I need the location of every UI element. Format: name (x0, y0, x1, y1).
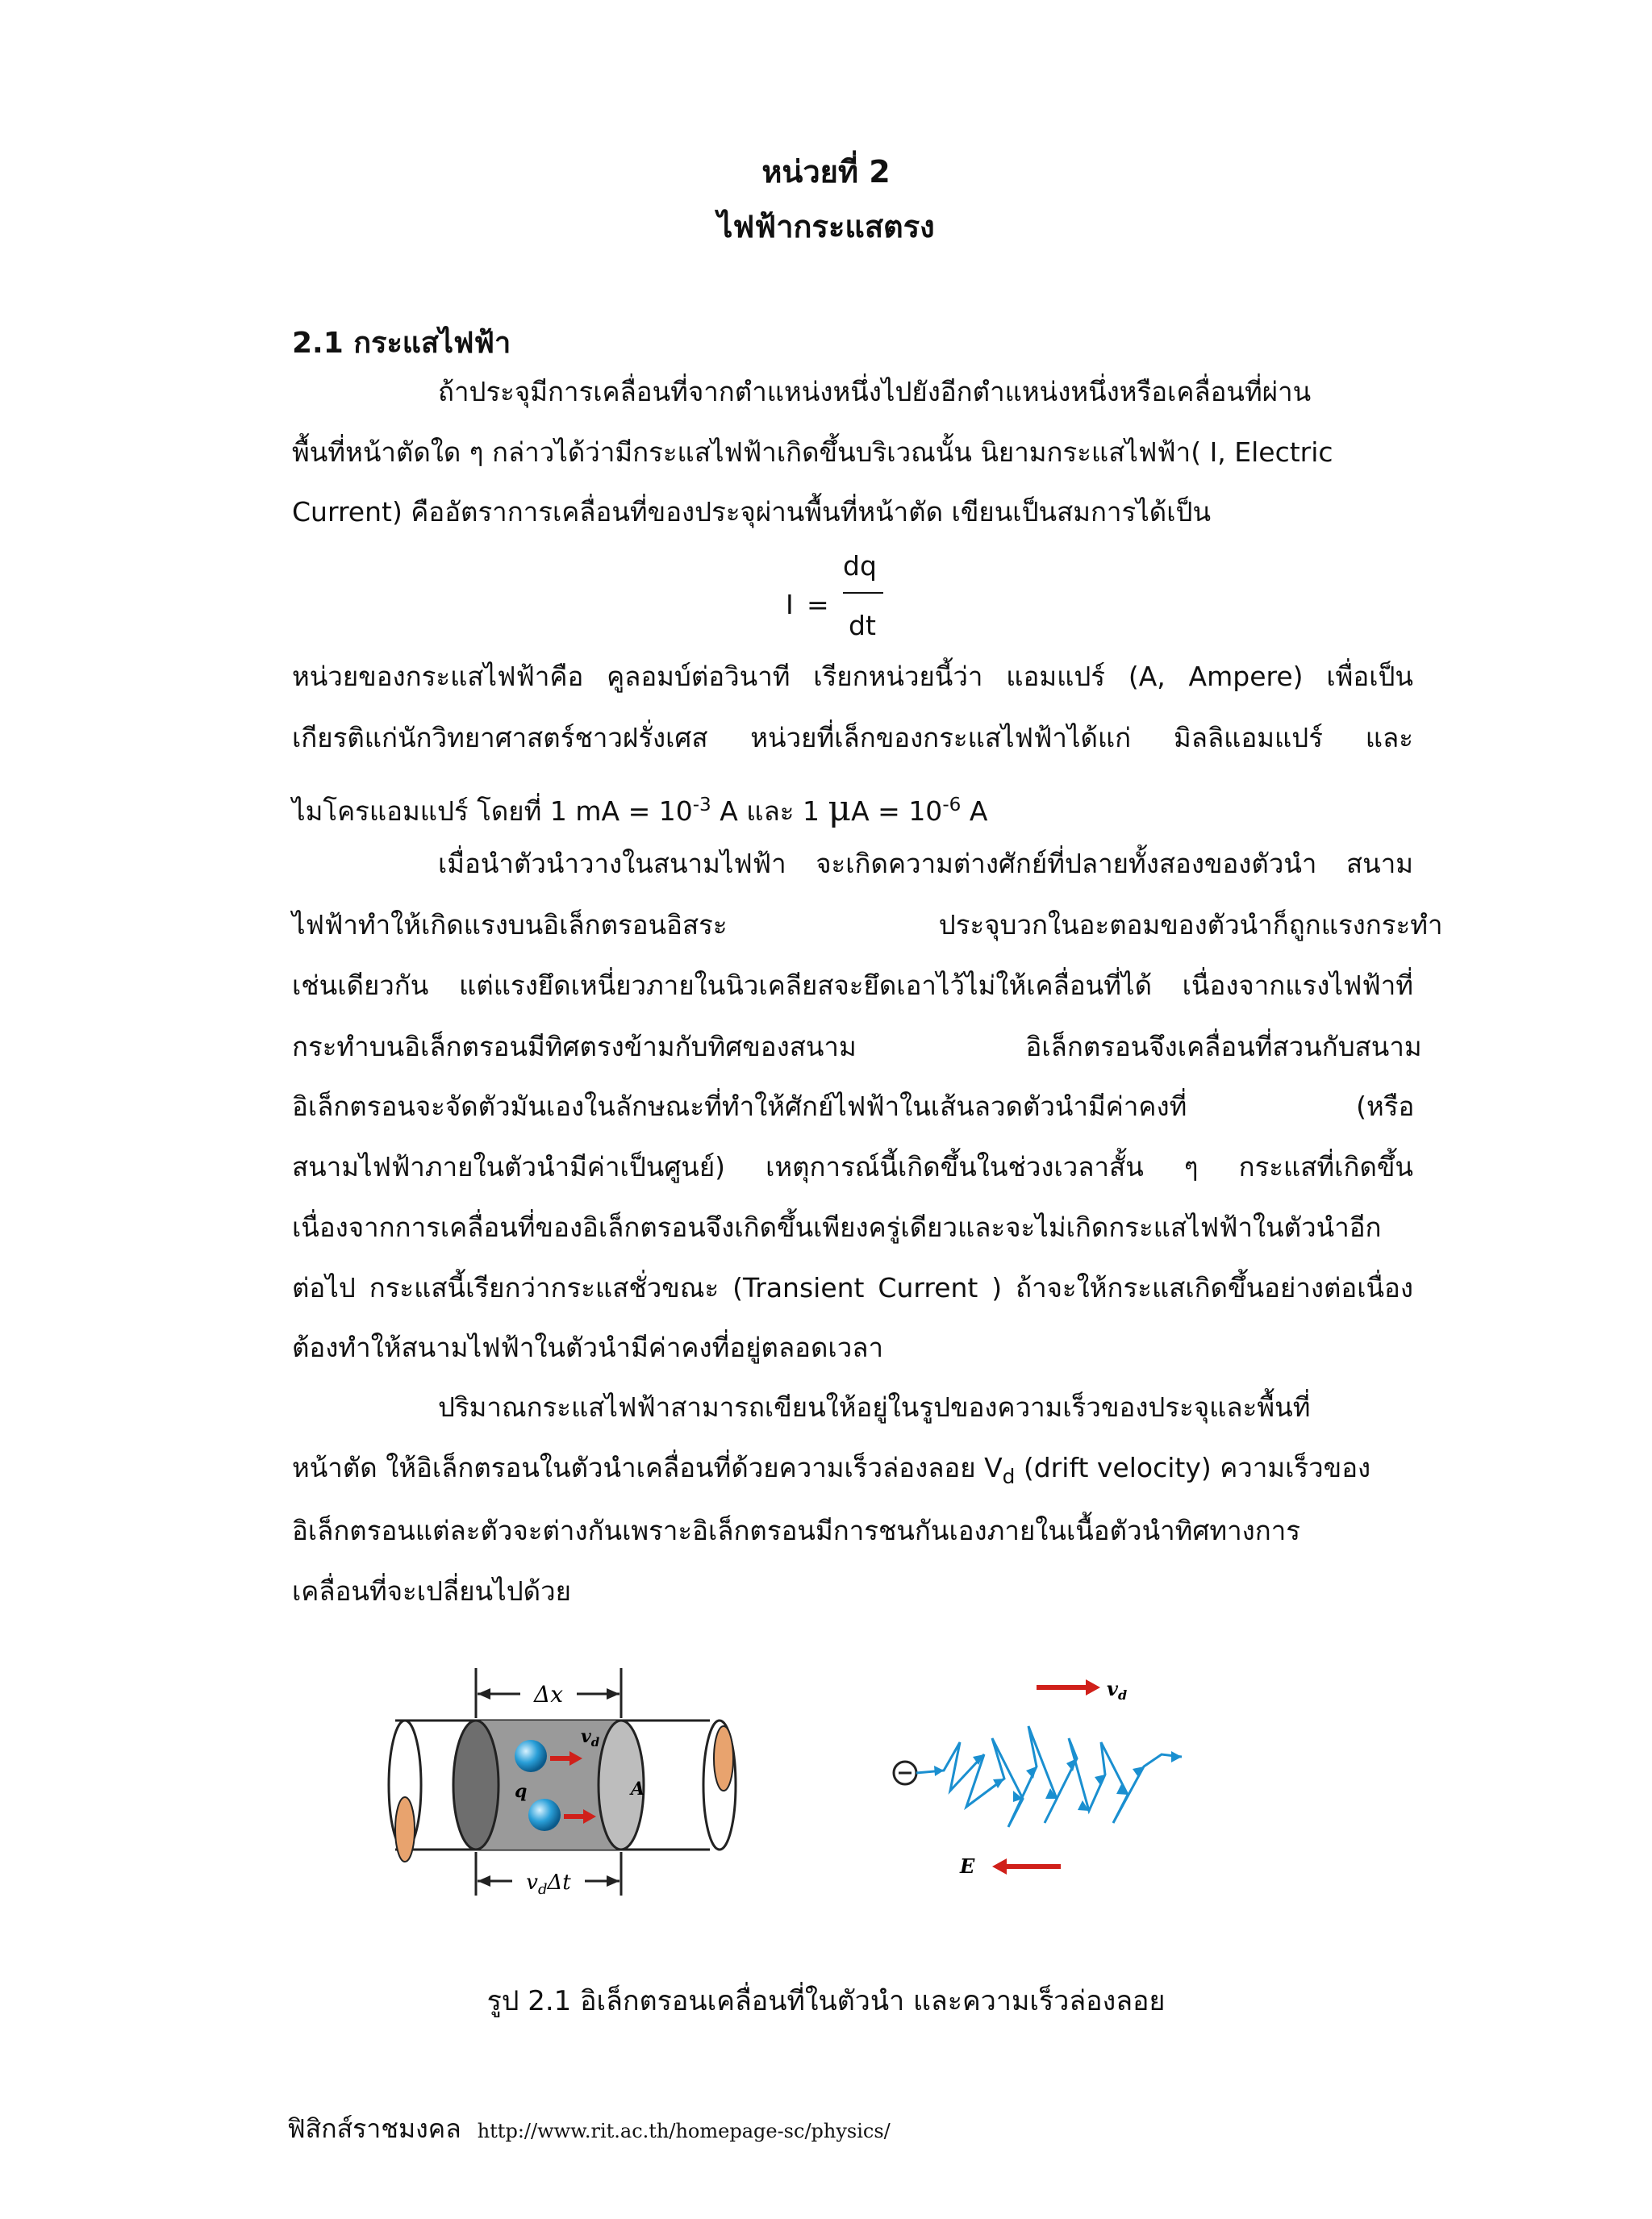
paragraph3-line2 (292, 1450, 1413, 1495)
charge-particle-lower (528, 1799, 561, 1831)
drift-vd-label-sub: d (1117, 1687, 1128, 1703)
exponent-milli: -3 (692, 795, 711, 815)
equation-numerator: dq (843, 550, 877, 582)
charge-particle-upper (515, 1740, 547, 1772)
footer-name: ฟิสิกส์ราชมงคล (287, 2113, 461, 2144)
exponent-micro: -6 (942, 795, 962, 815)
paragraph1-line2: พื้นที่หน้าตัดใด ๆ กล่าวได้ว่ามีกระแสไฟฟ้าเกิดขึ้นบริเวณนั้น นิยามกระแสไฟฟ้า( I, Electric (292, 436, 1333, 468)
fraction-bar (843, 592, 883, 594)
paragraph2-line2: ไฟฟ้าทำให้เกิดแรงบนอิเล็กตรอนอิสระ ประจุบวกในอะตอมของตัวนำก็ถูกแรงกระทำ (292, 909, 1443, 941)
footer-url: http://www.rit.ac.th/homepage-sc/physics/ (477, 2120, 891, 2142)
units-line3-prefix: ไมโครแอมแปร์ โดยที่ 1 mA = 10 (292, 795, 693, 827)
paragraph2-line6: สนามไฟฟ้าภายในตัวนำมีค่าเป็นศูนย์) เหตุการณ์นี้เกิดขึ้นในช่วงเวลาสั้น ๆ กระแสที่เกิดขึ้น (292, 1151, 1413, 1182)
topic-title: ไฟฟ้ากระแสตรง (717, 209, 935, 244)
unit-title: หน่วยที่ 2 (761, 154, 891, 190)
mu-symbol: μ (828, 788, 852, 829)
paragraph3-line3: อิเล็กตรอนแต่ละตัวจะต่างกันเพราะอิเล็กตรอนมีการชนกันเองภายในเนื้อตัวนำทิศทางการ (292, 1515, 1300, 1546)
equation-equals: = (807, 589, 829, 620)
delta-x-label: Δx (533, 1681, 564, 1708)
area-A-label: A (631, 1779, 645, 1800)
paragraph1-line1: ถ้าประจุมีการเคลื่อนที่จากตำแหน่งหนึ่งไปยังอีกตำแหน่งหนึ่งหรือเคลื่อนที่ผ่าน (438, 376, 1312, 407)
vd-dt-label-sub: d (537, 1881, 548, 1898)
units-line2: เกียรติแก่นักวิทยาศาสตร์ชาวฝรั่งเศส หน่วยที่เล็กของกระแสไฟฟ้าได้แก่ มิลลิแอมแปร์ และ (292, 722, 1413, 753)
section-heading: 2.1 กระแสไฟฟ้า (292, 327, 511, 360)
tube-end-left (395, 1797, 415, 1862)
field-E-label: E (960, 1854, 975, 1878)
drift-velocity-figure (871, 1662, 1226, 1896)
paragraph2-line8: ต่อไป กระแสนี้เรียกว่ากระแสชั่วขณะ (Transient Current ) ถ้าจะให้กระแสเกิดขึ้นอย่างต่อเนื่อง (292, 1272, 1413, 1303)
figure-caption: รูป 2.1 อิเล็กตรอนเคลื่อนที่ในตัวนำ และความเร็วล่องลอย (486, 1985, 1166, 2017)
paragraph3-line4: เคลื่อนที่จะเปลี่ยนไปด้วย (292, 1575, 571, 1607)
paragraph2-line9: ต้องทำให้สนามไฟฟ้าในตัวนำมีค่าคงที่อยู่ตลอดเวลา (292, 1332, 883, 1363)
paragraph1-line3: Current) คืออัตราการเคลื่อนที่ของประจุผ่านพื้นที่หน้าตัด เขียนเป็นสมการได้เป็น (292, 496, 1212, 528)
equation-lhs: I (786, 589, 794, 620)
page-footer (287, 2108, 891, 2150)
paragraph2-line1: เมื่อนำตัวนำวางในสนามไฟฟ้า จะเกิดความต่างศักย์ที่ปลายทั้งสองของตัวนำ สนาม (438, 848, 1413, 879)
paragraph2-line4: กระทำบนอิเล็กตรอนมีทิศตรงข้ามกับทิศของสนาม อิเล็กตรอนจึงเคลื่อนที่สวนกับสนาม (292, 1031, 1422, 1062)
charge-q-label: q (515, 1781, 528, 1802)
tube-end-right (714, 1726, 733, 1791)
vd-dt-label-v: v (526, 1871, 538, 1895)
paragraph3-line1: ปริมาณกระแสไฟฟ้าสามารถเขียนให้อยู่ในรูปของความเร็วของประจุและพื้นที่ (438, 1391, 1311, 1423)
vd-label-v: v (581, 1726, 591, 1747)
units-line1: หน่วยของกระแสไฟฟ้าคือ คูลอมบ์ต่อวินาที เรียกหน่วยนี้ว่า แอมแปร์ (A, Ampere) เพื่อเป็น (292, 661, 1413, 692)
equation-denominator: dt (849, 610, 876, 641)
vd-label-sub: d (590, 1735, 600, 1750)
drift-velocity-subscript: d (1002, 1465, 1016, 1488)
paragraph3-line2-prefix: หน้าตัด ให้อิเล็กตรอนในตัวนำเคลื่อนที่ด้วยความเร็วล่องลอย V (292, 1452, 1003, 1483)
paragraph2-line3: เช่นเดียวกัน แต่แรงยึดเหนี่ยวภายในนิวเคลียสจะยึดเอาไว้ไม่ให้เคลื่อนที่ได้ เนื่องจากแรงไฟฟ้าที่ (292, 970, 1413, 1001)
paragraph2-line5: อิเล็กตรอนจะจัดตัวมันเองในลักษณะที่ทำให้ศักย์ไฟฟ้าในเส้นลวดตัวนำมีค่าคงที่ (หรือ (292, 1091, 1415, 1122)
drift-vd-label-v: v (1107, 1677, 1118, 1700)
units-line3-suffix: A (961, 795, 988, 827)
paragraph3-line2-suffix: (drift velocity) ความเร็วของ (1015, 1452, 1371, 1483)
vd-dt-label-tail: Δt (547, 1871, 571, 1895)
units-line3 (292, 787, 1413, 829)
paragraph2-line7: เนื่องจากการเคลื่อนที่ของอิเล็กตรอนจึงเกิดขึ้นเพียงครู่เดียวและจะไม่เกิดกระแสไฟฟ้าในตัวนำอีก (292, 1212, 1382, 1243)
conductor-segment-figure (379, 1629, 766, 1936)
units-line3-mid2: A = 10 (851, 795, 943, 827)
units-line3-mid: A และ 1 (711, 795, 828, 827)
svg-text:vdΔt (526, 1871, 571, 1898)
